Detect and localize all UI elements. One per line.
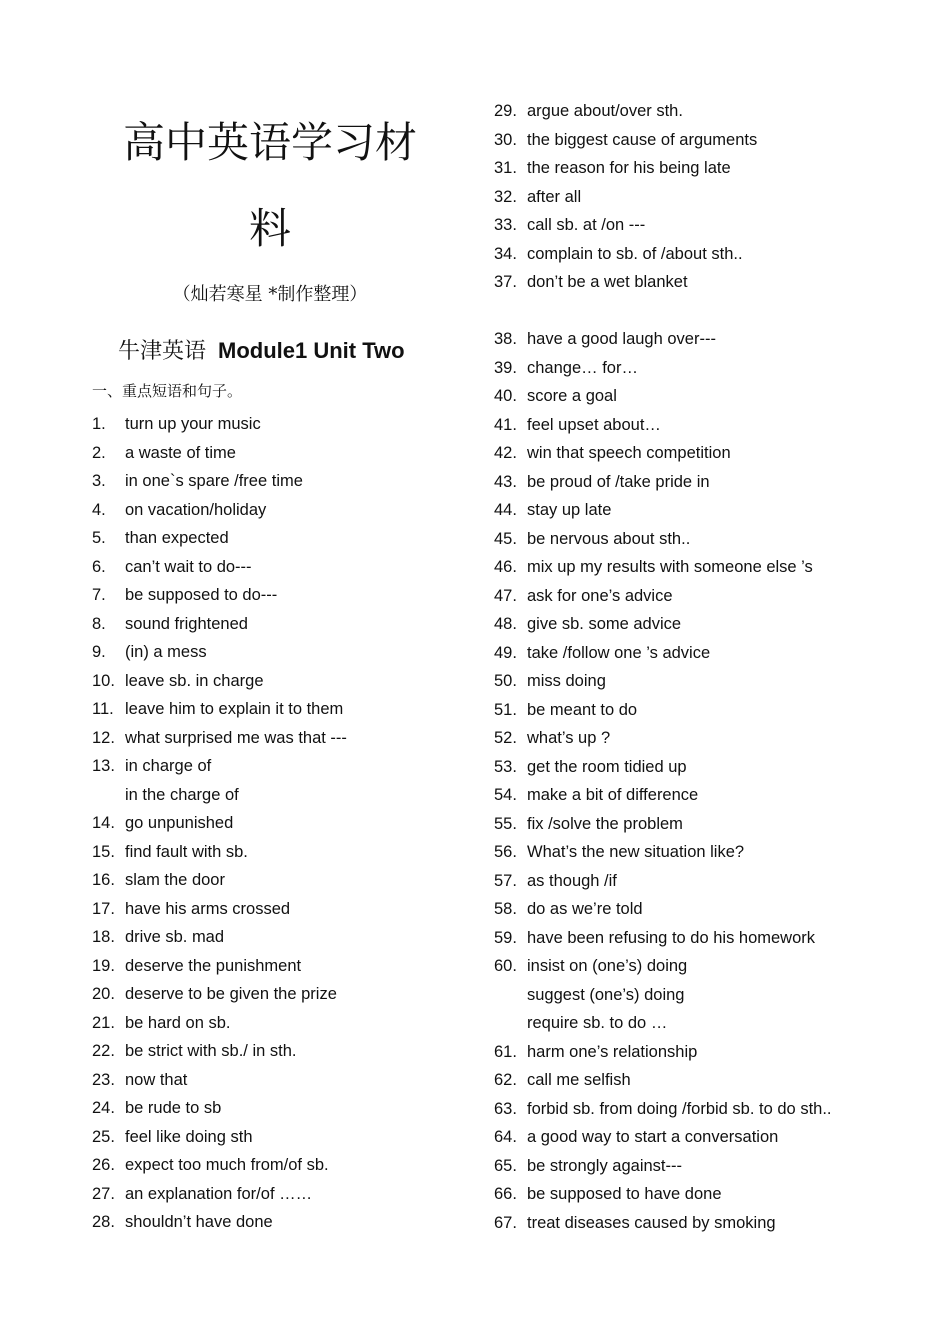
phrase-text: in the charge of: [125, 785, 239, 804]
phrase-item: [92, 610, 472, 639]
module-name: Module1 Unit Two: [218, 338, 405, 363]
phrase-text: treat diseases caused by smoking: [527, 1213, 776, 1232]
phrase-item: [92, 410, 472, 439]
phrase-number: 9.: [92, 643, 106, 661]
phrase-item: [92, 667, 472, 696]
phrase-number: 21.: [92, 1013, 115, 1032]
phrase-text: sound frightened: [125, 614, 248, 633]
phrase-item: [494, 1209, 934, 1238]
phrase-item: [494, 411, 934, 440]
phrase-number: 19.: [92, 956, 115, 975]
unit-heading: [118, 338, 405, 365]
phrase-number: 47.: [494, 586, 517, 605]
phrase-item: [92, 581, 472, 610]
phrase-number: 44.: [494, 501, 517, 519]
phrase-text: be strongly against---: [527, 1156, 682, 1175]
phrase-text: slam the door: [125, 871, 225, 889]
phrase-text: call me selfish: [527, 1071, 631, 1089]
phrase-text: give sb. some advice: [527, 615, 682, 633]
phrase-item: [494, 211, 934, 240]
phrase-number: 54.: [494, 786, 517, 804]
phrase-item: [494, 240, 934, 269]
phrase-item: [494, 325, 934, 354]
phrase-text: mix up my results with someone else ’s: [527, 558, 813, 576]
phrase-text: on vacation/holiday: [125, 500, 267, 519]
phrase-number: 31.: [494, 159, 517, 177]
phrase-text: a good way to start a conversation: [527, 1128, 779, 1146]
phrase-item: [494, 753, 934, 782]
phrase-text: drive sb. mad: [125, 928, 225, 946]
phrase-item: [494, 924, 934, 953]
phrase-text: deserve the punishment: [125, 956, 302, 975]
phrase-item: [92, 724, 472, 753]
phrase-number: 55.: [494, 814, 517, 833]
phrase-number: 63.: [494, 1099, 517, 1118]
phrase-text: shouldn’t have done: [125, 1213, 273, 1231]
phrase-item: [92, 1180, 472, 1209]
phrase-text: be strict with sb./ in sth.: [125, 1042, 297, 1060]
phrase-text: turn up your music: [125, 415, 261, 433]
phrase-number: 17.: [92, 899, 115, 918]
phrase-item: [494, 183, 934, 212]
phrase-number: 52.: [494, 729, 517, 747]
phrase-text: suggest (one’s) doing: [527, 985, 685, 1004]
phrase-number: 46.: [494, 558, 517, 576]
phrase-text: expect too much from/of sb.: [125, 1156, 329, 1174]
phrase-text: feel like doing sth: [125, 1127, 253, 1146]
phrase-number: 28.: [92, 1213, 115, 1231]
phrase-text: be nervous about sth..: [527, 529, 691, 548]
phrase-item: [494, 1095, 934, 1124]
phrase-text: stay up late: [527, 501, 612, 519]
phrase-item: [494, 895, 934, 924]
phrase-number: 61.: [494, 1042, 517, 1061]
phrase-item: [92, 1009, 472, 1038]
phrase-text: the biggest cause of arguments: [527, 130, 758, 149]
phrase-number: 5.: [92, 529, 106, 547]
phrase-item-continuation: [92, 781, 472, 810]
phrase-number: 13.: [92, 757, 115, 775]
phrase-item: [92, 952, 472, 981]
phrase-item: [92, 524, 472, 553]
phrase-item: [92, 752, 472, 781]
section-heading: 一、重点短语和句子。: [92, 382, 243, 400]
phrase-number: 56.: [494, 843, 517, 861]
phrase-text: ask for one’s advice: [527, 586, 673, 605]
phrase-number: 43.: [494, 472, 517, 491]
document-title-line-1: 高中英语学习材: [122, 118, 417, 167]
phrase-number: 3.: [92, 472, 106, 490]
phrase-text: be meant to do: [527, 700, 638, 719]
phrase-number: 33.: [494, 216, 517, 234]
phrase-item: [92, 895, 472, 924]
phrase-number: 42.: [494, 444, 517, 462]
phrase-number: 39.: [494, 358, 517, 377]
document-subtitle: （灿若寒星 *制作整理）: [172, 284, 368, 305]
phrase-text: miss doing: [527, 672, 606, 690]
phrase-text: as though /if: [527, 871, 617, 890]
phrase-text: than expected: [125, 529, 229, 547]
phrase-item: [92, 553, 472, 582]
phrase-text: harm one’s relationship: [527, 1042, 698, 1061]
phrase-number: 14.: [92, 814, 115, 832]
phrase-text: be hard on sb.: [125, 1013, 231, 1032]
phrase-list-left: [92, 410, 472, 1237]
phrase-text: can’t wait to do---: [125, 557, 252, 576]
phrase-text: deserve to be given the prize: [125, 985, 337, 1003]
phrase-text: forbid sb. from doing /forbid sb. to do sth..: [527, 1099, 832, 1118]
phrase-item: [494, 354, 934, 383]
phrase-item: [494, 439, 934, 468]
phrase-number: 6.: [92, 557, 106, 576]
phrase-item: [92, 1066, 472, 1095]
phrase-number: 4.: [92, 500, 106, 519]
phrase-number: 64.: [494, 1128, 517, 1146]
phrase-item: [494, 838, 934, 867]
phrase-text: be supposed to have done: [527, 1185, 722, 1203]
phrase-number: 49.: [494, 643, 517, 662]
phrase-number: 38.: [494, 330, 517, 348]
phrase-text: change… for…: [527, 358, 638, 377]
phrase-item: [494, 610, 934, 639]
phrase-number: 30.: [494, 130, 517, 149]
phrase-text: a waste of time: [125, 443, 236, 462]
phrase-item: [92, 1094, 472, 1123]
phrase-text: get the room tidied up: [527, 757, 687, 776]
phrase-number: 2.: [92, 443, 106, 462]
phrase-text: find fault with sb.: [125, 842, 248, 861]
phrase-number: 18.: [92, 928, 115, 946]
phrase-text: have a good laugh over---: [527, 330, 716, 348]
phrase-text: don’t be a wet blanket: [527, 273, 688, 291]
phrase-list-right-top: [494, 97, 934, 297]
phrase-number: 34.: [494, 244, 517, 263]
phrase-text: in charge of: [125, 757, 212, 775]
phrase-number: 27.: [92, 1184, 115, 1203]
phrase-number: 57.: [494, 871, 517, 890]
phrase-text: take /follow one ’s advice: [527, 643, 711, 662]
phrase-item: [494, 639, 934, 668]
phrase-number: 32.: [494, 187, 517, 206]
phrase-text: now that: [125, 1070, 188, 1089]
phrase-item: [494, 496, 934, 525]
phrase-item: [494, 810, 934, 839]
phrase-item: [494, 1180, 934, 1209]
phrase-text: go unpunished: [125, 814, 234, 832]
phrase-number: 26.: [92, 1156, 115, 1174]
phrase-item: [494, 1066, 934, 1095]
phrase-item: [494, 382, 934, 411]
phrase-number: 22.: [92, 1042, 115, 1060]
phrase-item: [494, 1123, 934, 1152]
phrase-number: 8.: [92, 614, 106, 633]
phrase-item: [494, 525, 934, 554]
phrase-text: an explanation for/of ……: [125, 1184, 313, 1203]
phrase-number: 53.: [494, 757, 517, 776]
phrase-number: 58.: [494, 900, 517, 918]
phrase-item: [92, 866, 472, 895]
phrase-number: 20.: [92, 985, 115, 1003]
phrase-text: score a goal: [527, 387, 617, 405]
phrase-text: fix /solve the problem: [527, 814, 683, 833]
phrase-item: [494, 553, 934, 582]
phrase-number: 66.: [494, 1185, 517, 1203]
phrase-number: 59.: [494, 928, 517, 947]
phrase-text: after all: [527, 187, 582, 206]
phrase-number: 29.: [494, 102, 517, 120]
phrase-text: win that speech competition: [527, 444, 731, 462]
phrase-text: the reason for his being late: [527, 159, 731, 177]
phrase-text: leave sb. in charge: [125, 671, 264, 690]
phrase-item: [494, 781, 934, 810]
phrase-text: what’s up ?: [527, 729, 611, 747]
phrase-number: 48.: [494, 615, 517, 633]
phrase-item: [92, 1123, 472, 1152]
phrase-text: complain to sb. of /about sth..: [527, 244, 743, 263]
phrase-item: [92, 1037, 472, 1066]
phrase-item: [92, 923, 472, 952]
phrase-item: [494, 1152, 934, 1181]
phrase-item: [494, 468, 934, 497]
phrase-item: [494, 724, 934, 753]
phrase-text: feel upset about…: [527, 415, 661, 434]
phrase-item: [92, 467, 472, 496]
phrase-text: require sb. to do …: [527, 1014, 668, 1032]
book-name: 牛津英语: [118, 339, 207, 364]
phrase-item: [92, 980, 472, 1009]
phrase-number: 41.: [494, 415, 517, 434]
phrase-text: be proud of /take pride in: [527, 472, 710, 491]
phrase-item: [92, 1151, 472, 1180]
phrase-list-right-bottom: [494, 325, 934, 1237]
phrase-text: (in) a mess: [125, 643, 207, 661]
document-title-line-2: 料: [248, 204, 291, 253]
phrase-number: 37.: [494, 273, 517, 291]
phrase-text: What’s the new situation like?: [527, 843, 745, 861]
phrase-text: make a bit of difference: [527, 786, 699, 804]
phrase-number: 25.: [92, 1127, 115, 1146]
phrase-item: [494, 154, 934, 183]
phrase-number: 67.: [494, 1213, 517, 1232]
phrase-item: [92, 1208, 472, 1237]
phrase-item: [494, 582, 934, 611]
phrase-number: 51.: [494, 700, 517, 719]
phrase-item: [92, 638, 472, 667]
phrase-item: [494, 867, 934, 896]
phrase-item: [494, 952, 934, 981]
phrase-item: [92, 496, 472, 525]
phrase-number: 24.: [92, 1099, 115, 1117]
phrase-text: be supposed to do---: [125, 586, 278, 604]
phrase-number: 10.: [92, 671, 115, 690]
phrase-item-continuation: [494, 981, 934, 1010]
phrase-item: [494, 696, 934, 725]
phrase-item-continuation: [494, 1009, 934, 1038]
phrase-number: 11.: [92, 700, 114, 718]
phrase-item: [92, 695, 472, 724]
phrase-text: have his arms crossed: [125, 899, 291, 918]
phrase-text: do as we’re told: [527, 900, 643, 918]
phrase-item: [92, 439, 472, 468]
phrase-text: in one`s spare /free time: [125, 472, 303, 490]
phrase-number: 65.: [494, 1156, 517, 1175]
phrase-number: 45.: [494, 529, 517, 548]
phrase-number: 60.: [494, 957, 517, 975]
phrase-text: what surprised me was that ---: [125, 728, 347, 747]
phrase-number: 50.: [494, 672, 517, 690]
phrase-number: 40.: [494, 387, 517, 405]
phrase-text: have been refusing to do his homework: [527, 928, 816, 947]
phrase-text: leave him to explain it to them: [125, 700, 344, 718]
phrase-text: insist on (one’s) doing: [527, 957, 688, 975]
phrase-number: 7.: [92, 586, 106, 604]
phrase-number: 15.: [92, 842, 115, 861]
phrase-text: call sb. at /on ---: [527, 216, 646, 234]
phrase-text: be rude to sb: [125, 1099, 222, 1117]
phrase-item: [494, 1038, 934, 1067]
phrase-item: [92, 838, 472, 867]
phrase-number: 1.: [92, 415, 106, 433]
phrase-number: 62.: [494, 1071, 517, 1089]
phrase-number: 16.: [92, 871, 115, 889]
phrase-item: [494, 268, 934, 297]
phrase-text: argue about/over sth.: [527, 102, 683, 120]
phrase-item: [494, 126, 934, 155]
phrase-number: 23.: [92, 1070, 115, 1089]
phrase-item: [494, 97, 934, 126]
phrase-item: [494, 667, 934, 696]
phrase-item: [92, 809, 472, 838]
phrase-number: 12.: [92, 728, 115, 747]
